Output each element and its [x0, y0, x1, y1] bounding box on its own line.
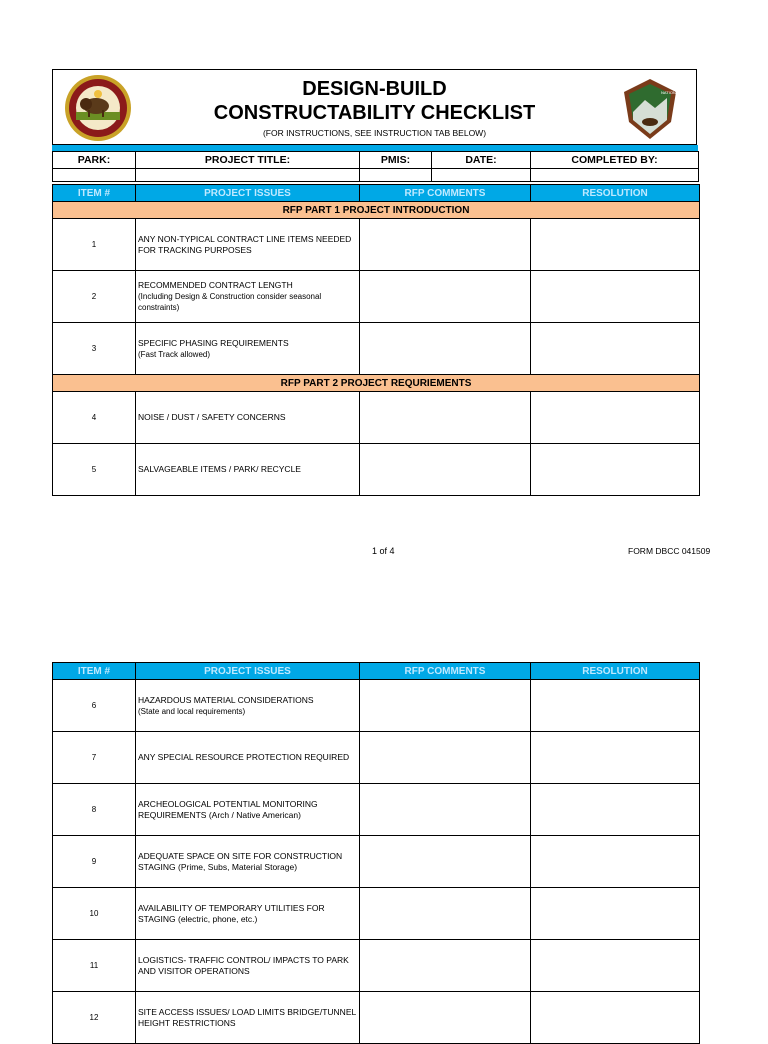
rfp-comment-cell[interactable] — [360, 219, 531, 271]
item-column-header: ITEM # — [53, 185, 136, 202]
item-number: 10 — [53, 888, 136, 940]
project-issue: ANY NON-TYPICAL CONTRACT LINE ITEMS NEEDED FOR TRACKING PURPOSES — [136, 219, 360, 271]
table-row — [53, 219, 700, 271]
park-label: PARK: — [53, 152, 136, 169]
title-line-2: CONSTRUCTABILITY CHECKLIST — [213, 102, 536, 124]
project-issue: AVAILABILITY OF TEMPORARY UTILITIES FOR STAGING (electric, phone, etc.) — [136, 888, 360, 940]
comments-column-header: RFP COMMENTS — [360, 663, 531, 680]
pmis-field[interactable] — [360, 169, 432, 182]
completed-by-field[interactable] — [531, 169, 699, 182]
section-row — [53, 375, 700, 392]
rfp-comment-cell[interactable] — [360, 732, 531, 784]
resolution-cell[interactable] — [531, 323, 700, 375]
table-row — [53, 444, 700, 496]
project-issue: ADEQUATE SPACE ON SITE FOR CONSTRUCTION STAGING (Prime, Subs, Material Storage) — [136, 836, 360, 888]
nps-arrowhead-logo — [623, 78, 681, 140]
item-number: 4 — [53, 392, 136, 444]
table-row — [53, 888, 700, 940]
subtitle: (FOR INSTRUCTIONS, SEE INSTRUCTION TAB BELOW) — [262, 128, 487, 138]
item-number: 9 — [53, 836, 136, 888]
item-number: 1 — [53, 219, 136, 271]
rfp-comment-cell[interactable] — [360, 940, 531, 992]
park-field[interactable] — [53, 169, 136, 182]
rfp-comment-cell[interactable] — [360, 271, 531, 323]
section-row — [53, 202, 700, 219]
form-header — [52, 69, 697, 145]
rfp-comment-cell[interactable] — [360, 836, 531, 888]
item-number: 12 — [53, 992, 136, 1044]
project-issue: HAZARDOUS MATERIAL CONSIDERATIONS (State and local requirements) — [136, 680, 360, 732]
title-line-1: DESIGN-BUILD — [302, 78, 447, 100]
resolution-column-header: RESOLUTION — [531, 663, 700, 680]
rfp-comment-cell[interactable] — [360, 992, 531, 1044]
project-issue: LOGISTICS- TRAFFIC CONTROL/ IMPACTS TO PARK AND VISITOR OPERATIONS — [136, 940, 360, 992]
resolution-column-header: RESOLUTION — [531, 185, 700, 202]
rfp-comment-cell[interactable] — [360, 784, 531, 836]
item-number: 5 — [53, 444, 136, 496]
resolution-cell[interactable] — [531, 940, 700, 992]
table-row — [53, 732, 700, 784]
resolution-cell[interactable] — [531, 732, 700, 784]
project-title-label: PROJECT TITLE: — [136, 152, 360, 169]
item-number: 11 — [53, 940, 136, 992]
item-column-header: ITEM # — [53, 663, 136, 680]
date-label: DATE: — [432, 152, 531, 169]
table-row — [53, 992, 700, 1044]
table-row — [53, 680, 700, 732]
section-part-1: RFP PART 1 PROJECT INTRODUCTION — [53, 202, 700, 219]
resolution-cell[interactable] — [531, 271, 700, 323]
resolution-cell[interactable] — [531, 992, 700, 1044]
resolution-cell[interactable] — [531, 784, 700, 836]
resolution-cell[interactable] — [531, 219, 700, 271]
item-number: 8 — [53, 784, 136, 836]
project-issue: ARCHEOLOGICAL POTENTIAL MONITORING REQUIREMENTS (Arch / Native American) — [136, 784, 360, 836]
resolution-cell[interactable] — [531, 836, 700, 888]
completed-by-label: COMPLETED BY: — [531, 152, 699, 169]
checklist-table-page-1 — [52, 184, 700, 496]
issues-column-header: PROJECT ISSUES — [136, 663, 360, 680]
issues-column-header: PROJECT ISSUES — [136, 185, 360, 202]
table-row — [53, 392, 700, 444]
section-part-2: RFP PART 2 PROJECT REQURIEMENTS — [53, 375, 700, 392]
comments-column-header: RFP COMMENTS — [360, 185, 531, 202]
item-number: 6 — [53, 680, 136, 732]
svg-text:NATIONAL: NATIONAL — [661, 90, 681, 95]
project-issue: SPECIFIC PHASING REQUIREMENTS (Fast Track allowed) — [136, 323, 360, 375]
item-number: 3 — [53, 323, 136, 375]
resolution-cell[interactable] — [531, 680, 700, 732]
pmis-label: PMIS: — [360, 152, 432, 169]
project-issue: ANY SPECIAL RESOURCE PROTECTION REQUIRED — [136, 732, 360, 784]
table-row — [53, 271, 700, 323]
rfp-comment-cell[interactable] — [360, 323, 531, 375]
table-row — [53, 940, 700, 992]
checklist-table-page-2 — [52, 662, 700, 1044]
column-header-row — [53, 663, 700, 680]
page-number: 1 of 4 — [372, 546, 395, 556]
item-number: 7 — [53, 732, 136, 784]
column-header-row — [53, 185, 700, 202]
rfp-comment-cell[interactable] — [360, 888, 531, 940]
rfp-comment-cell[interactable] — [360, 392, 531, 444]
table-row — [53, 784, 700, 836]
project-issue: SITE ACCESS ISSUES/ LOAD LIMITS BRIDGE/TUNNEL HEIGHT RESTRICTIONS — [136, 992, 360, 1044]
item-number: 2 — [53, 271, 136, 323]
project-issue: NOISE / DUST / SAFETY CONCERNS — [136, 392, 360, 444]
project-issue: SALVAGEABLE ITEMS / PARK/ RECYCLE — [136, 444, 360, 496]
resolution-cell[interactable] — [531, 392, 700, 444]
project-title-field[interactable] — [136, 169, 360, 182]
resolution-cell[interactable] — [531, 888, 700, 940]
rfp-comment-cell[interactable] — [360, 444, 531, 496]
project-info-table — [52, 151, 699, 182]
project-issue: RECOMMENDED CONTRACT LENGTH (Including Design & Construction consider seasonal constraints) — [136, 271, 360, 323]
resolution-cell[interactable] — [531, 444, 700, 496]
form-number: FORM DBCC 041509 — [628, 546, 711, 556]
table-row — [53, 836, 700, 888]
date-field[interactable] — [432, 169, 531, 182]
table-row — [53, 323, 700, 375]
rfp-comment-cell[interactable] — [360, 680, 531, 732]
